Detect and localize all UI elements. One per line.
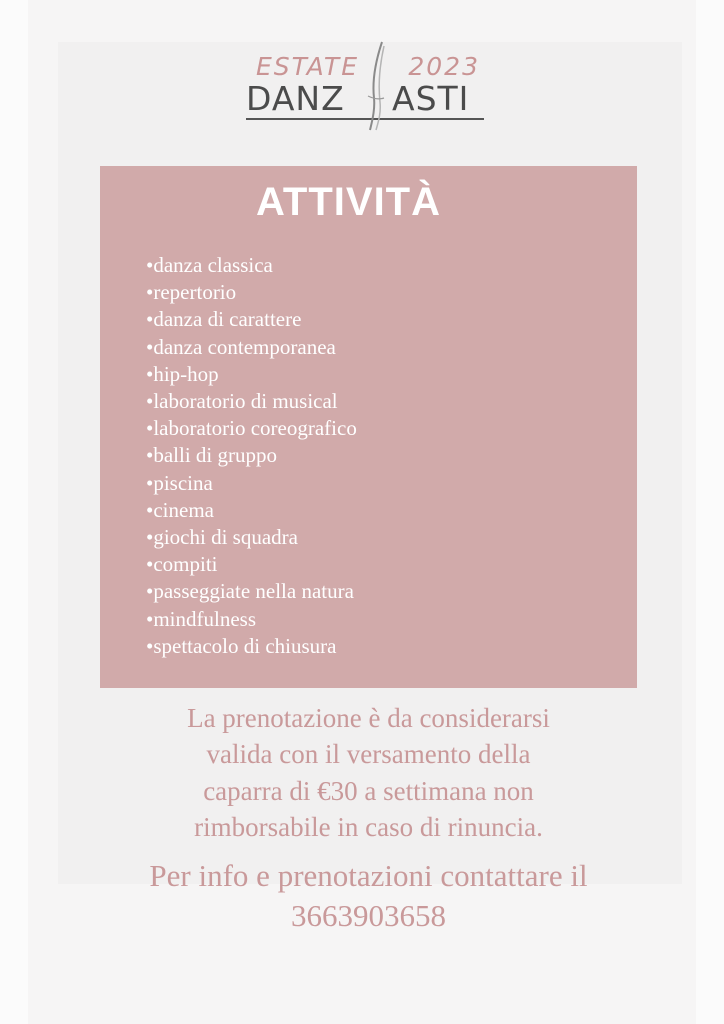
activity-item: •balli di gruppo xyxy=(146,443,278,468)
activity-item: •cinema xyxy=(146,497,214,522)
page-margin-right xyxy=(696,0,724,1024)
contact-note: Per info e prenotazioni contattare il 3663903658 xyxy=(149,857,588,933)
activity-item: •laboratorio coreografico xyxy=(146,416,357,441)
page-margin-left xyxy=(0,0,28,1024)
activity-item: •piscina xyxy=(146,470,213,495)
dancer-silhouette-icon xyxy=(362,40,392,132)
logo-asti-text: ASTI xyxy=(392,79,470,118)
logo-estate-text: ESTATE xyxy=(256,52,359,81)
activity-item: •danza contemporanea xyxy=(146,334,336,359)
activity-item: •repertorio xyxy=(146,280,237,305)
activity-item: •danza di carattere xyxy=(146,307,302,332)
info-section xyxy=(100,700,637,936)
activities-list xyxy=(146,252,357,660)
booking-note: La prenotazione è da considerarsi valida con il versamento della caparra di €30 a settimana non rimborsabile in caso di rinuncia. xyxy=(187,703,550,843)
logo-year-text: 2023 xyxy=(408,52,480,81)
danzasti-logo xyxy=(244,40,488,132)
activity-item: •giochi di squadra xyxy=(146,525,298,550)
activities-panel xyxy=(100,166,637,688)
activity-item: •passeggiate nella natura xyxy=(146,579,354,604)
activity-item: •hip-hop xyxy=(146,361,219,386)
activity-item: •compiti xyxy=(146,552,218,577)
activity-item: •mindfulness xyxy=(146,606,257,631)
activities-title: ATTIVITÀ xyxy=(255,180,441,224)
activity-item: •laboratorio di musical xyxy=(146,389,338,414)
activity-item: •spettacolo di chiusura xyxy=(146,633,337,658)
logo-danz-text: DANZ xyxy=(246,79,345,118)
activity-item: •danza classica xyxy=(146,253,273,277)
